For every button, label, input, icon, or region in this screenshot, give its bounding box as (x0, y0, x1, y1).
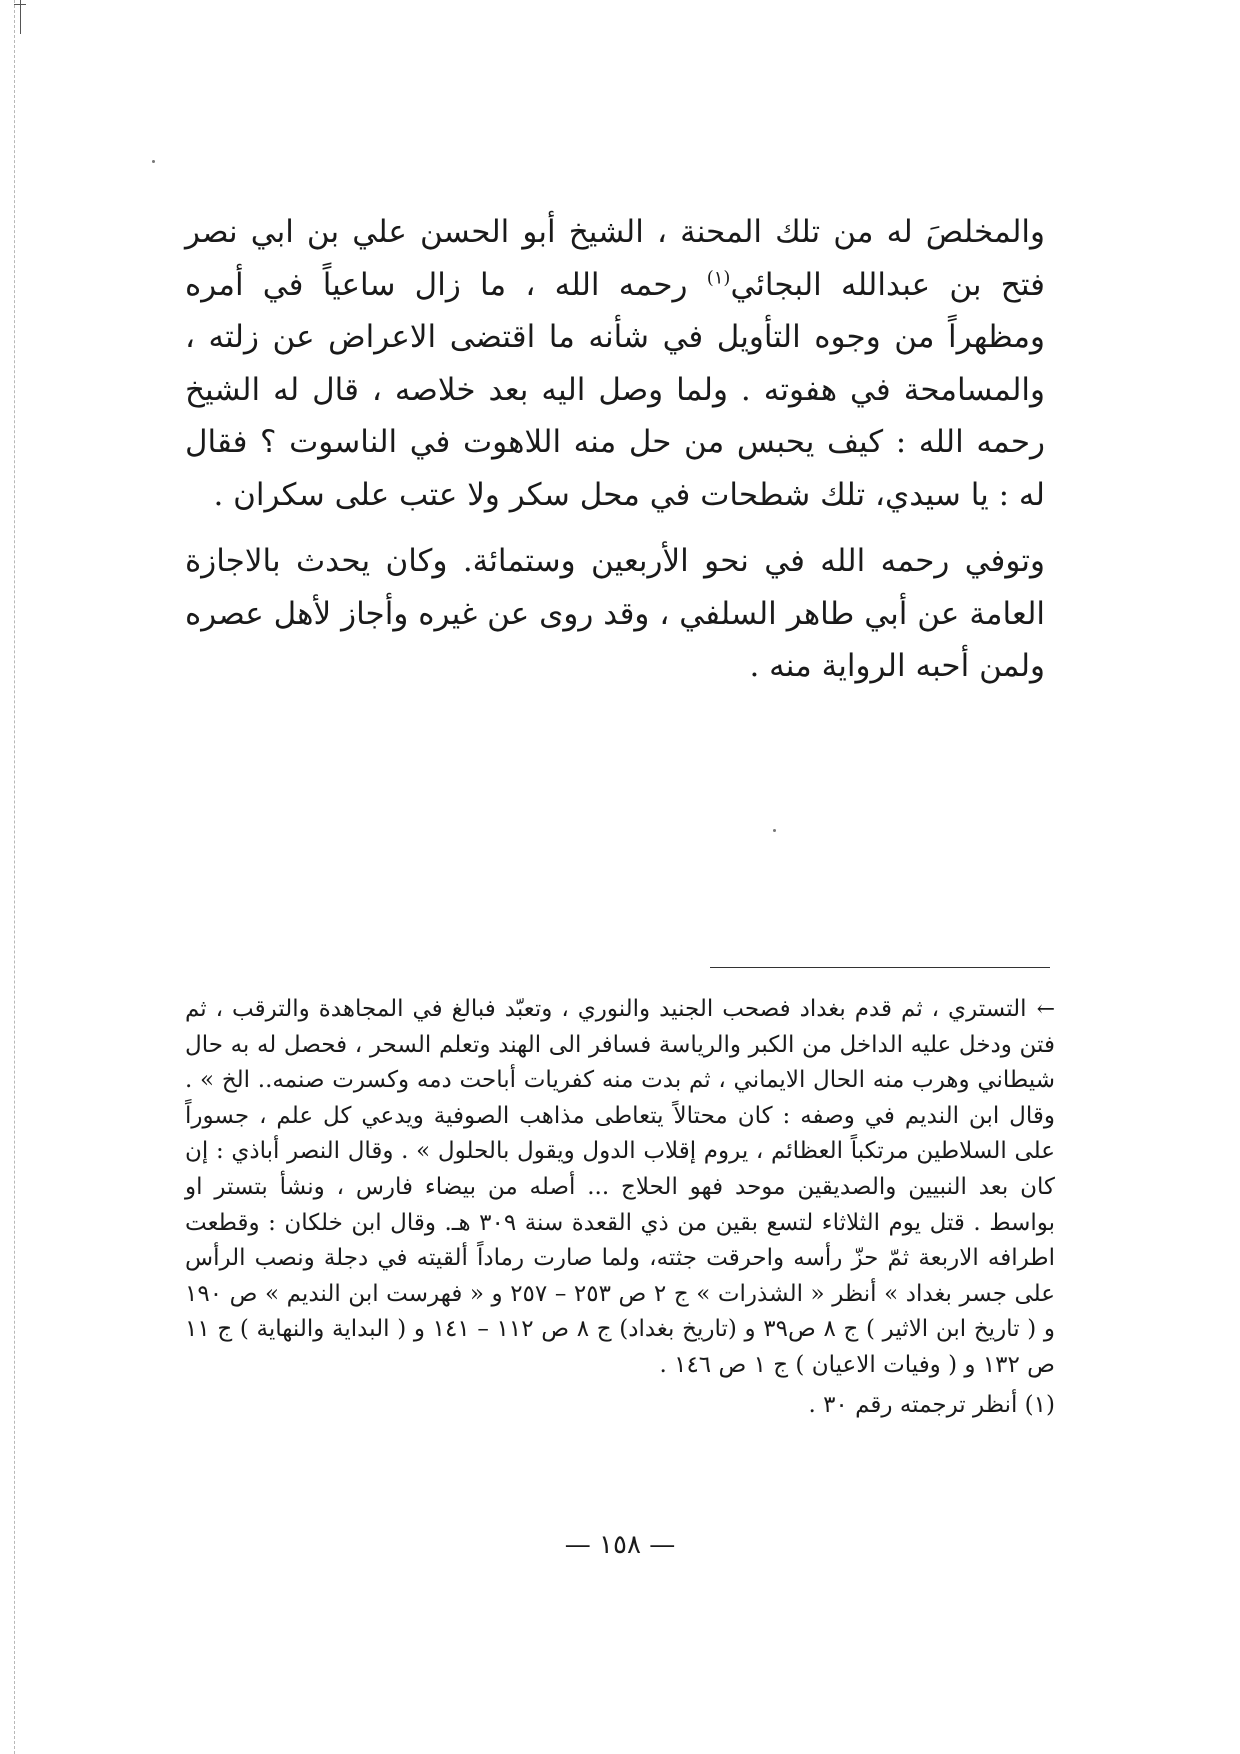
paragraph-1-start: والمخلصَ له من تلك المحنة ، الشيخ أبو الحسن علي بن ابي نصر فتح بن عبدالله البجائي (185, 214, 1045, 303)
footnotes-section (185, 992, 1055, 1423)
footnote-reference-marker: (١) (706, 267, 731, 289)
scan-speck (152, 160, 155, 163)
footnote-continued-from-previous-page (185, 992, 1055, 1384)
paragraph-1 (185, 206, 1045, 521)
scan-left-edge (14, 0, 17, 1754)
page-number: — ١٥٨ — (564, 1530, 676, 1560)
scan-speck (773, 829, 776, 832)
continuation-arrow-icon: ← (1036, 997, 1055, 1022)
scan-corner-mark (20, 0, 21, 34)
footnote-separator-rule (710, 967, 1050, 968)
paragraph-2: وتوفي رحمه الله في نحو الأربعين وستمائة. وكان يحدث بالاجازة العامة عن أبي طاهر السلفي ، وقد روى عن غيره وأجاز لأهل عصره ولمن أحبه الرواية منه . (185, 543, 1045, 684)
footnote-1: (١) أنظر ترجمته رقم ٣٠ . (808, 1391, 1055, 1418)
footnote-continued-text: التستري ، ثم قدم بغداد فصحب الجنيد والنوري ، وتعبّد فبالغ في المجاهدة والترقب ، ثم فتن ودخل عليه الداخل من الكبر والرياسة فسافر الى الهند وتعلم السحر ، فحصل له به حال شيطاني وهرب منه الحال الايماني ، ثم بدت منه كفريات أباحت دمه وكسرت صنمه.. الخ » . وقال ابن النديم في وصفه : كان محتالاً يتعاطى مذاهب الصوفية ويدعي كل علم ، جسوراً على السلاطين مرتكباً العظائم ، يروم إقلاب الدول ويقول بالحلول » . وقال النصر أباذي : إن كان بعد النبيين والصديقين موحد فهو الحلاج ... أصله من بيضاء فارس ، ونشأ بتستر او بواسط . قتل يوم الثلاثاء لتسع بقين من ذي القعدة سنة ٣٠٩ هـ. وقال ابن خلكان : وقطعت اطرافه الاربعة ثمّ حزّ رأسه واحرقت جثته، ولما صارت رماداً ألقيته في دجلة ونصب الرأس على جسر بغداد » أنظر « الشذرات » ج ٢ ص ٢٥٣ – ٢٥٧ و « فهرست ابن النديم » ص ١٩٠ و ( تاريخ ابن الاثير ) ج ٨ ص٣٩ و (تاريخ بغداد) ج ٨ ص ١١٢ – ١٤١ و ( البداية والنهاية ) ج ١١ ص ١٣٢ و ( وفيات الاعيان ) ج ١ ص ١٤٦ . (185, 996, 1056, 1378)
paragraph-1-rest: رحمه الله ، ما زال ساعياً في أمره ومظهراً من وجوه التأويل في شأنه ما اقتضى الاعراض عن زلته ، والمسامحة في هفوته . ولما وصل اليه بعد خلاصه ، قال له الشيخ رحمه الله : كيف يحبس من حل منه اللاهوت في الناسوت ؟ فقال له : يا سيدي، تلك شطحات في محل سكر ولا عتب على سكران . (185, 266, 1045, 513)
main-body-text (185, 206, 1045, 693)
